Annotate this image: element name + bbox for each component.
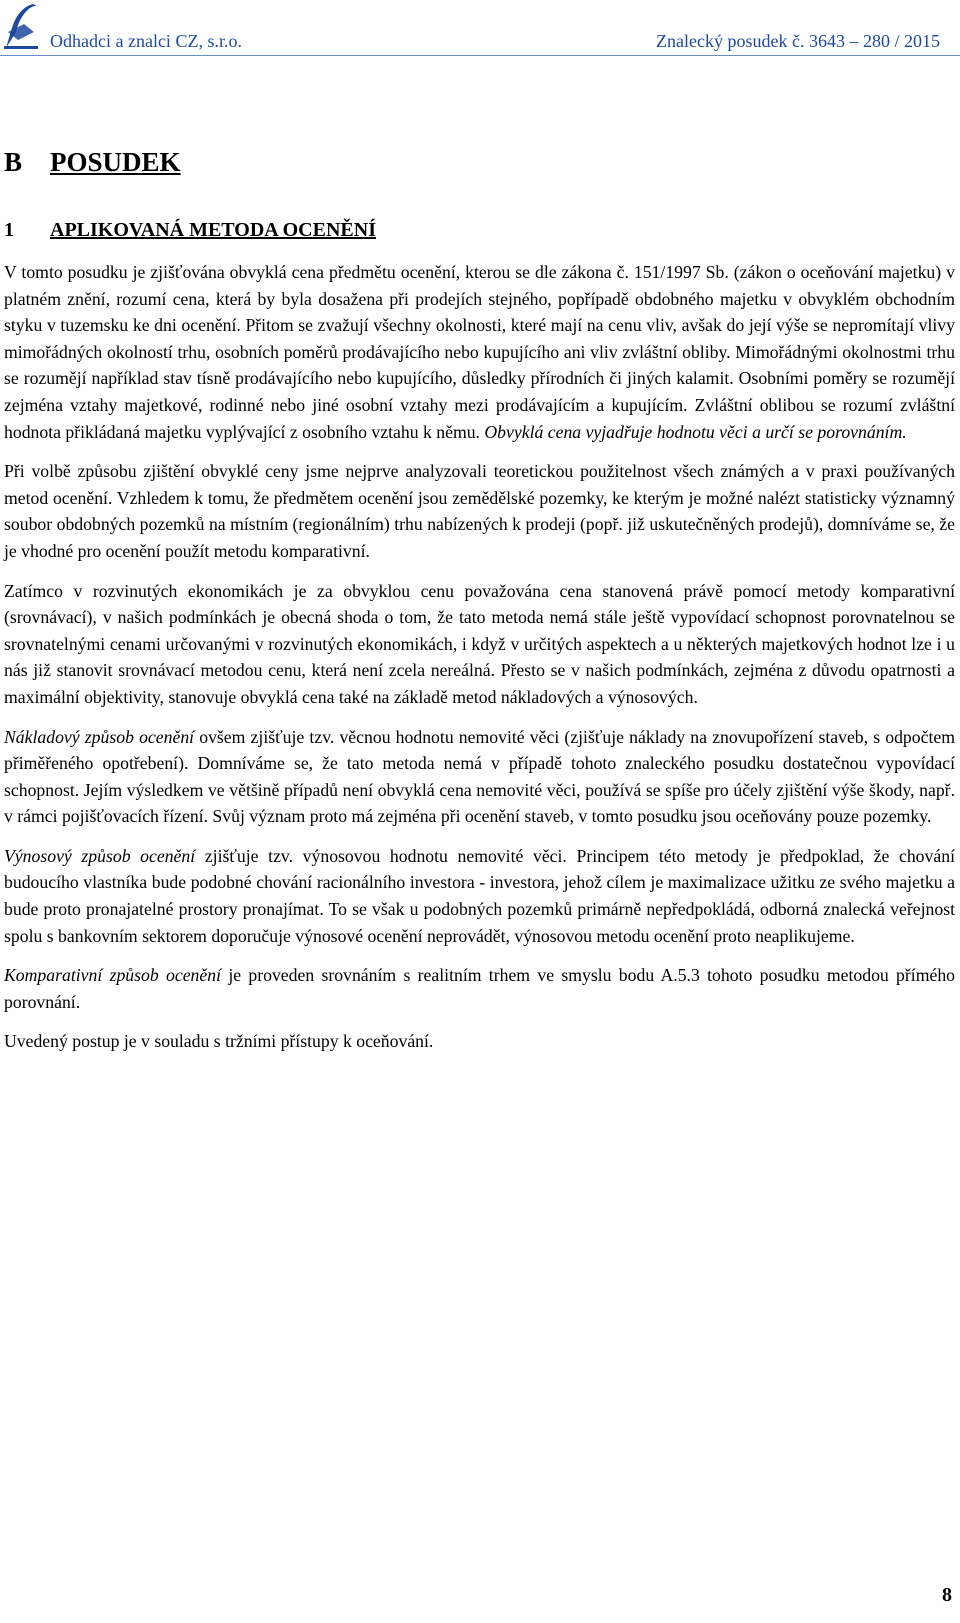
paragraph-definition — [4, 259, 955, 445]
cost-method-term: Nákladový způsob ocenění — [4, 726, 195, 747]
header-divider — [0, 55, 960, 56]
company-name: Odhadci a znalci CZ, s.r.o. — [50, 31, 242, 51]
subsection-heading — [4, 219, 376, 242]
section-number: B — [4, 147, 23, 177]
subsection-title: APLIKOVANÁ METODA OCENĚNÍ — [50, 219, 376, 241]
income-method-term: Výnosový způsob ocenění — [4, 845, 196, 866]
document-body — [4, 259, 955, 1065]
paragraph-method-choice: Při volbě způsobu zjištění obvyklé ceny jsme nejprve analyzovali teoretickou použitelnost všech známých a v praxi používaných metod ocenění. Vzhledem k tomu, že předmětem ocenění jsou zemědělské pozemky, ke kterým je možné nalézt statisticky významný soubor obdobných pozemků na místním (regionálním) trhu nabízených k prodeji (popř. již uskutečněných prodejů), domníváme se, že je vhodné pro ocenění použít metodu komparativní. — [4, 461, 955, 561]
paragraph-conclusion: Uvedený postup je v souladu s tržními přístupy k oceňování. — [4, 1031, 434, 1052]
paragraph-comparative-context: Zatímco v rozvinutých ekonomikách je za obvyklou cenu považována cena stanovená právě pomocí metody komparativní (srovnávací), v našich podmínkách je obecná shoda o tom, že tato metoda nemá stále ještě vypovídací schopnost porovnatelnou se srovnatelnými cenami určovanými v rozvinutých ekonomikách, i když v určitých aspektech a u některých majetkových hodnot lze i u nás již stanovit srovnávací metodou cenu, která není zcela nereálná. Přesto se v našich podmínkách, zejména z důvodu opatrnosti a maximální objektivity, stanovuje obvyklá cena také na základě metod nákladových a výnosových. — [4, 580, 955, 707]
paragraph-income-method — [4, 843, 955, 949]
company-logo-icon — [4, 2, 38, 50]
page-header — [0, 0, 960, 58]
paragraph-definition-emphasis: Obvyklá cena vyjadřuje hodnotu věci a určí se porovnáním. — [484, 421, 907, 442]
section-title: POSUDEK — [50, 147, 181, 177]
paragraph-comparative-method — [4, 962, 955, 1015]
paragraph-cost-method — [4, 724, 955, 830]
section-heading — [4, 147, 181, 178]
paragraph-definition-text: V tomto posudku je zjišťována obvyklá cena předmětu ocenění, kterou se dle zákona č. 151/1997 Sb. (zákon o oceňování majetku) v platném znění, rozumí cena, která by byla dosažena při prodejích stejného, popřípadě obdobného majetku v obvyklém obchodním styku v tuzemsku ke dni ocenění. Přitom se zvažují všechny okolnosti, které mají na cenu vliv, avšak do její výše se nepromítají vlivy mimořádných okolností trhu, osobních poměrů prodávajícího nebo kupujícího ani vliv zvláštní obliby. Mimořádnými okolnostmi trhu se rozumějí například stav tísně prodávajícího nebo kupujícího, důsledky přírodních či jiných kalamit. Osobními poměry se rozumějí zejména vztahy majetkové, rodinné nebo jiné osobní vztahy mezi prodávajícím a kupujícím. Zvláštní oblibou se rozumí zvláštní hodnota přikládaná majetku vyplývající z osobního vztahu k němu. — [4, 262, 955, 442]
income-method-text: zjišťuje tzv. výnosovou hodnotu nemovité věci. Principem této metody je předpoklad, že chování budoucího vlastníka bude podobné chování racionálního investora - investora, jehož cílem je maximalizace užitku ze svého majetku a bude proto pronajatelné prostory pronajímat. To se však u podobných pozemků primárně nepředpokládá, odborná znalecká veřejnost spolu s bankovním sektorem doporučuje výnosové ocenění neprovádět, výnosovou metodu ocenění proto neaplikujeme. — [4, 845, 955, 946]
cost-method-text: ovšem zjišťuje tzv. věcnou hodnotu nemovité věci (zjišťuje náklady na znovupořízení staveb, s odpočtem přiměřeného opotřebení). Domníváme se, že tato metoda nemá v případě tohoto znaleckého posudku dostatečnou vypovídací schopnost. Jejím výsledkem ve většině případů není obvyklá cena nemovité věci, používá se spíše pro účely zjištění výše škody, např. v rámci pojišťovacích řízení. Svůj význam proto má zejména při ocenění staveb, v tomto posudku jsou oceňovány pouze pozemky. — [4, 726, 955, 827]
comparative-method-text: je proveden srovnáním s realitním trhem ve smyslu bodu A.5.3 tohoto posudku metodou přímého porovnání. — [4, 965, 956, 1012]
report-reference: Znalecký posudek č. 3643 – 280 / 2015 — [656, 31, 940, 51]
page-number: 8 — [942, 1584, 952, 1606]
comparative-method-term: Komparativní způsob ocenění — [4, 965, 222, 986]
subsection-number: 1 — [4, 219, 14, 241]
